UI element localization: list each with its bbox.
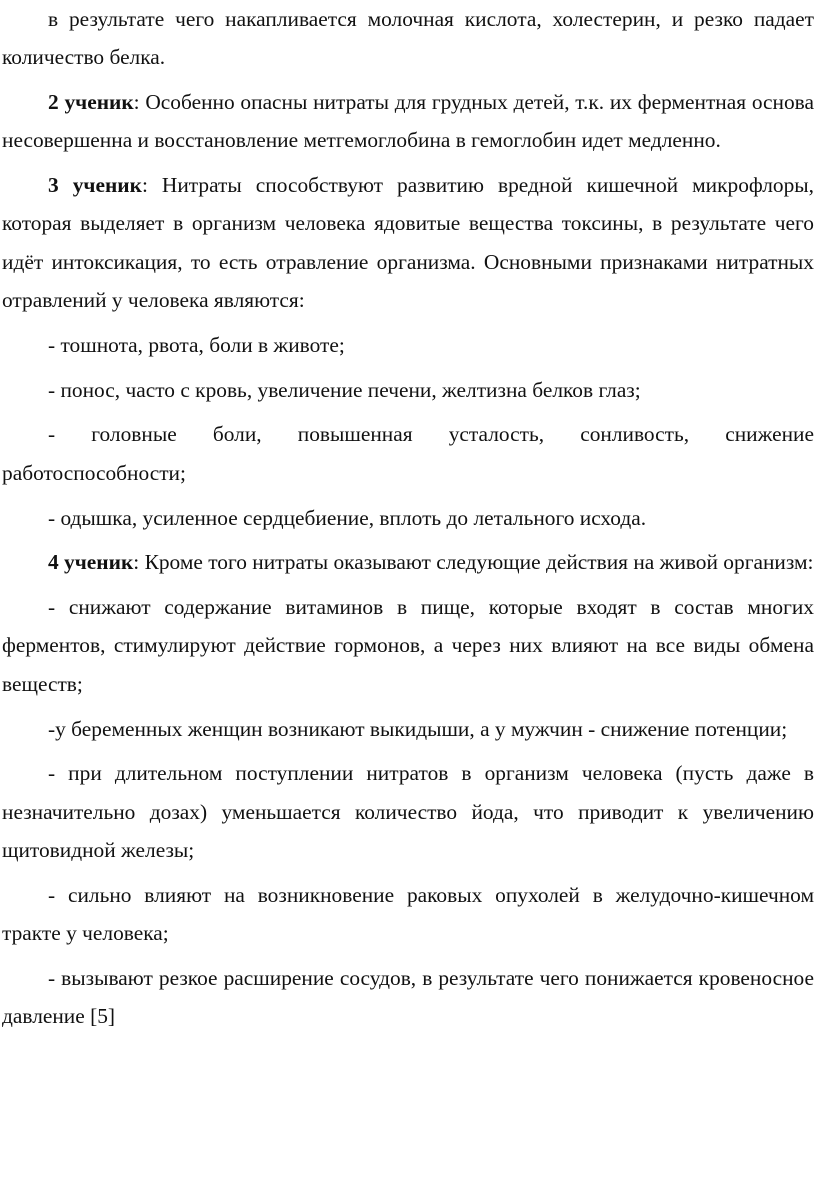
list-item-text: - тошнота, рвота, боли в животе; [48,332,345,357]
paragraph-text: : Особенно опасны нитраты для грудных детей, т.к. их ферментная основа несовершенна и восстановление метгемоглобина в гемоглобин идет медленно. [2,90,814,153]
paragraph-continuation [2,0,814,77]
list-item [2,326,814,364]
list-item-text: - головные боли, повышенная усталость, сонливость, снижение работоспособности; [2,422,814,485]
speaker-label: 3 ученик [48,173,142,198]
paragraph-text: в результате чего накапливается молочная кислота, холестерин, и резко падает количество белка. [2,7,814,70]
list-item-text: - вызывают резкое расширение сосудов, в результате чего понижается кровеносное давление [5] [2,965,814,1029]
speaker-label: 4 ученик [48,550,134,575]
list-item [2,499,814,537]
list-item-text: - при длительном поступлении нитратов в организм человека (пусть даже в незначительно дозах) уменьшается количество йода, что приводит к увеличению щитовидной железы; [2,761,814,862]
list-item [2,371,814,409]
paragraph-student-4 [2,543,814,581]
list-item-text: - одышка, усиленное сердцебиение, вплоть до летального исхода. [48,505,647,530]
list-item [2,415,814,492]
paragraph-student-2 [2,83,814,160]
paragraph-student-3 [2,166,814,319]
list-item-text: - сильно влияют на возникновение раковых опухолей в желудочно-кишечном тракте у человека; [2,882,814,946]
list-item [2,588,814,703]
list-item-text: -у беременных женщин возникают выкидыши, а у мужчин - снижение потенции; [48,716,788,741]
speaker-label: 2 ученик [48,90,134,115]
paragraph-text: : Нитраты способствуют развитию вредной кишечной микрофлоры, которая выделяет в организм человека ядовитые вещества токсины, в результате чего идёт интоксикация, то есть отравление организма. Основными признаками нитратных отравлений у человека являются: [2,173,814,313]
list-item [2,754,814,869]
list-item [2,710,814,748]
list-item-text: - понос, часто с кровь, увеличение печени, желтизна белков глаз; [48,377,641,402]
list-item-text: - снижают содержание витаминов в пище, которые входят в состав многих ферментов, стимулируют действие гормонов, а через них влияют на все виды обмена веществ; [2,595,814,696]
list-item [2,876,814,953]
list-item [2,959,814,1036]
paragraph-text: : Кроме того нитраты оказывают следующие действия на живой организм: [133,550,814,575]
